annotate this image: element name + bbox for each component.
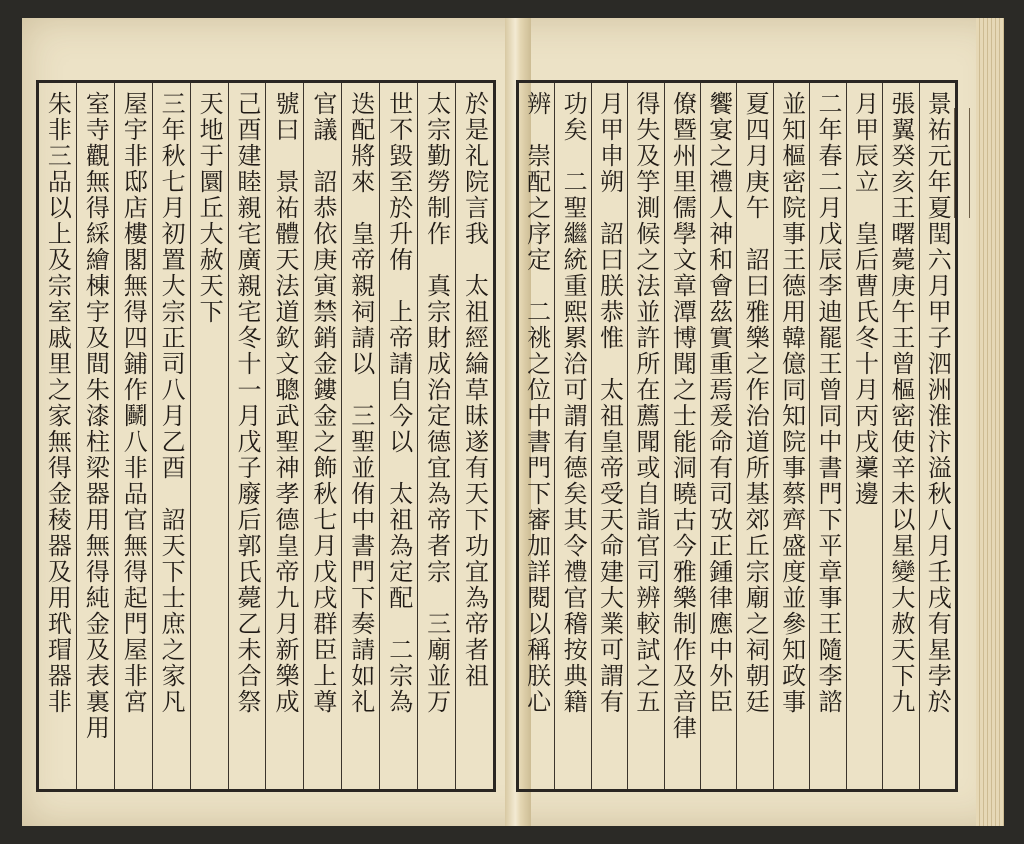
text-column: 世不毀至於升侑 上帝請自今以 太祖為定配 二宗為 — [379, 83, 417, 789]
left-page — [36, 80, 496, 792]
text-column: 天地于圜丘大赦天下 — [190, 83, 228, 789]
text-column: 並知樞密院事王德用韓億同知院事蔡齊盛度並參知政事 — [773, 83, 809, 789]
text-column: 辨 崇配之序定 二祧之位中書門下審加詳閱以稱朕心 — [522, 91, 551, 715]
text-column: 室寺觀無得綵繪棟宇及間朱漆柱梁器用無得純金及表裏用 — [76, 83, 114, 789]
text-column: 張翼癸亥王曙薨庚午王曾樞密使辛未以星變大赦天下九 — [882, 83, 918, 789]
text-column: 屋宇非邸店樓閣無得四鋪作鬭八非品官無得起門屋非宮 — [114, 83, 152, 789]
text-column: 月甲申朔 詔曰朕恭惟 太祖皇帝受天命建大業可謂有 — [591, 83, 627, 789]
right-page-columns — [519, 83, 955, 789]
text-column: 夏四月庚午 詔曰雅樂之作治道所基郊丘宗廟之祠朝廷 — [736, 83, 772, 789]
text-column: 三年秋七月初置大宗正司八月乙酉 詔天下士庶之家凡 — [152, 83, 190, 789]
text-column: 饗宴之禮人神和會茲實重焉爰命有司攷正鍾律應中外臣 — [700, 83, 736, 789]
text-column: 二年春二月戊辰李迪罷王曾同中書門下平章事王隨李諮 — [809, 83, 845, 789]
text-column: 號曰 景祐體天法道欽文聰武聖神孝德皇帝九月新樂成 — [265, 83, 303, 789]
left-page-columns — [39, 83, 493, 789]
text-column: 朱非三品以上及宗室戚里之家無得金稜器及用玳瑁器非 — [43, 91, 72, 715]
text-column: 迭配將來 皇帝親祠請以 三聖並侑中書門下奏請如礼 — [341, 83, 379, 789]
text-column: 己酉建睦親宅廣親宅冬十一月戊子廢后郭氏薨乙未合祭 — [228, 83, 266, 789]
text-column: 得失及竽測候之法並許所在薦聞或自詣官司辨較試之五 — [627, 83, 663, 789]
text-column: 官議 詔恭依庚寅禁銷金鏤金之飾秋七月戊戌群臣上尊 — [303, 83, 341, 789]
text-column: 景祐元年夏閏六月甲子泗洲淮汴溢秋八月壬戌有星孛於 — [919, 83, 955, 789]
text-column: 功矣 二聖繼統重熙累洽可謂有德矣其令禮官稽按典籍 — [554, 83, 590, 789]
book-spread — [22, 18, 1004, 826]
text-column: 於是礼院言我 太祖經綸草昧遂有天下功宜為帝者祖 — [455, 83, 493, 789]
text-column: 月甲辰立 皇后曹氏冬十月丙戌䆃邊 — [846, 83, 882, 789]
text-column: 太宗勤勞制作 真宗財成治定德宜為帝者宗 三廟並万 — [417, 83, 455, 789]
page-edges — [976, 18, 1004, 826]
right-page — [516, 80, 958, 792]
text-column: 僚暨州里儒學文章潭博聞之士能洞曉古今雅樂制作及音律 — [664, 83, 700, 789]
